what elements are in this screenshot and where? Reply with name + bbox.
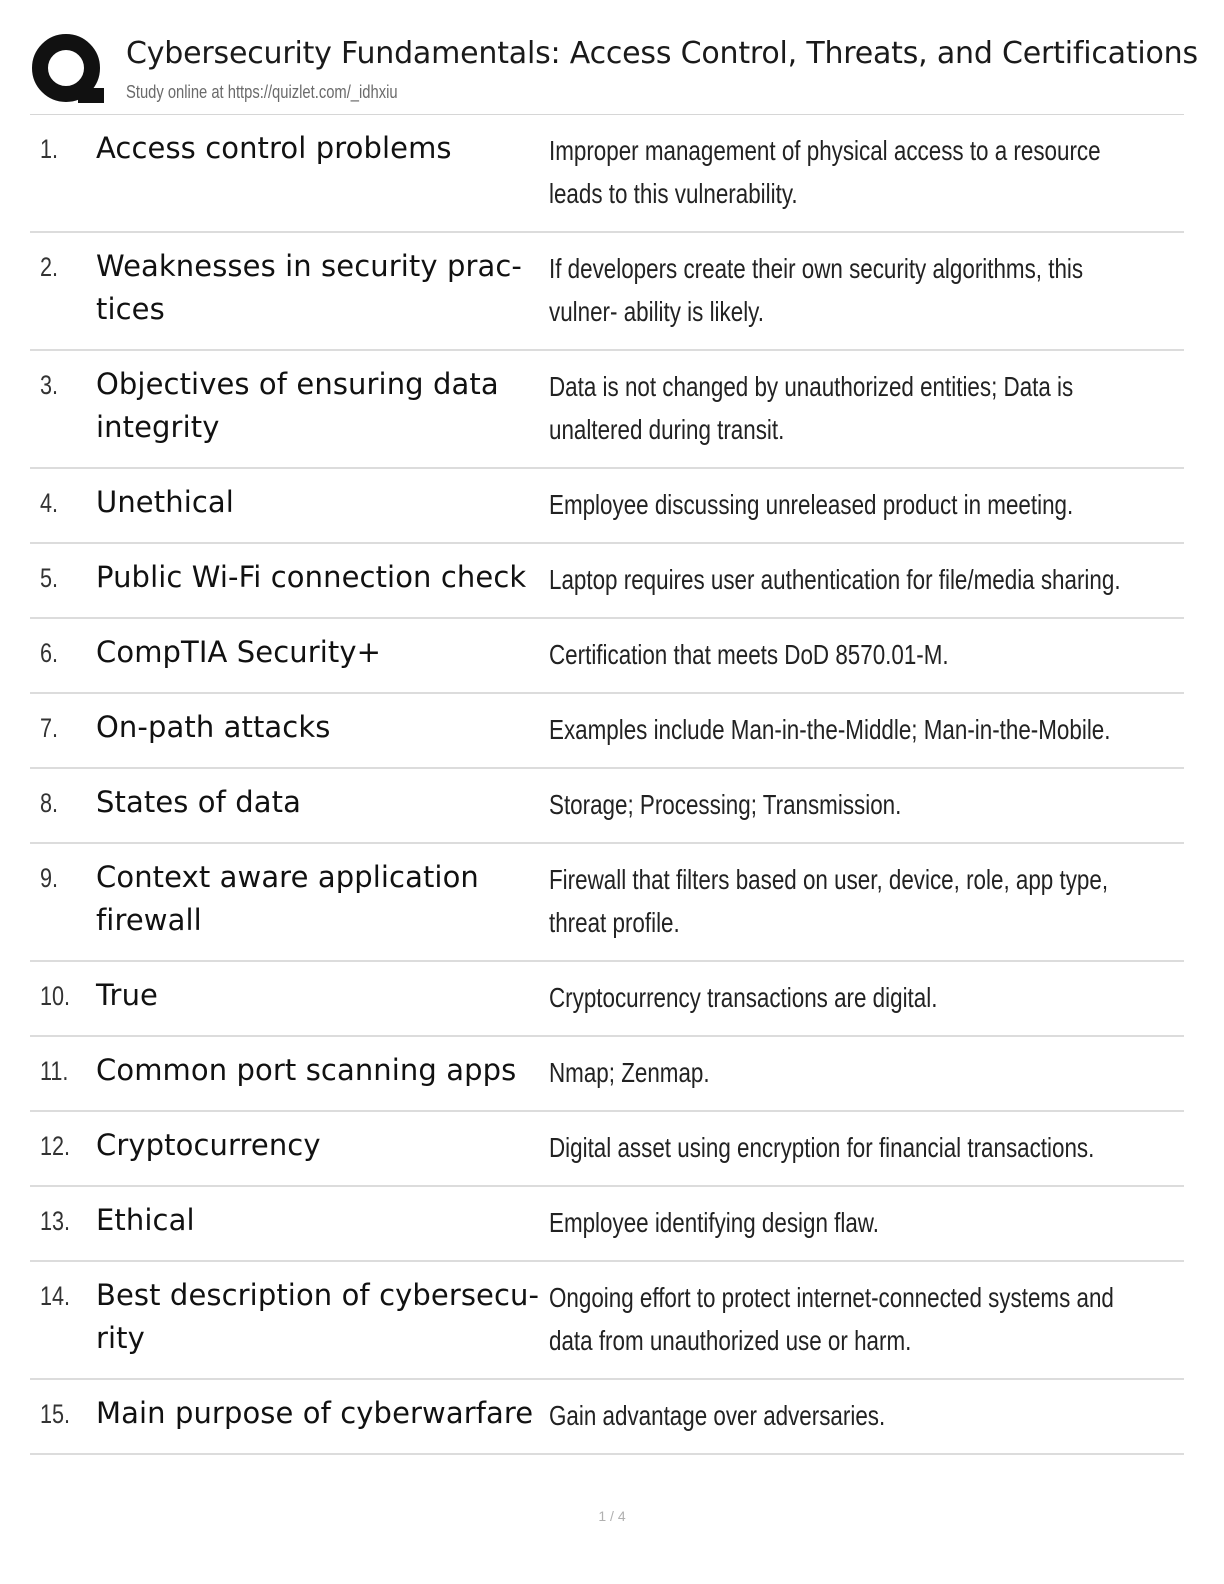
flashcard-row [30,115,1184,233]
flashcard-row [30,1187,1184,1262]
card-definition: Gain advantage over adversaries. [549,1400,886,1431]
card-definition: Improper management of physical access to a resource leads to this vulnerability. [549,135,1101,209]
card-definition: Cryptocurrency transactions are digital. [549,982,938,1013]
card-number: 2. [40,252,59,282]
card-term: Best description of cybersecu- rity [96,1278,540,1355]
card-number: 11. [40,1056,69,1086]
card-term: True [96,978,158,1012]
flashcard-row [30,1380,1184,1455]
card-number: 1. [40,134,59,164]
card-number: 15. [40,1399,71,1429]
card-term: CompTIA Security+ [96,635,382,669]
card-number: 5. [40,563,59,593]
card-number: 10. [40,981,71,1011]
card-definition: Examples include Man-in-the-Middle; Man-in-the-Mobile. [549,714,1111,745]
study-online-link[interactable]: Study online at https://quizlet.com/_idhxiu [126,82,398,102]
flashcard-row [30,844,1184,962]
card-term: Unethical [96,485,234,519]
flashcard-row [30,1112,1184,1187]
quizlet-q-logo-icon [30,32,106,108]
card-number: 12. [40,1131,71,1161]
card-number: 8. [40,788,59,818]
card-number: 6. [40,638,59,668]
flashcard-row [30,351,1184,469]
card-definition: Firewall that filters based on user, device, role, app type, threat profile. [549,864,1109,938]
card-term: Common port scanning apps [96,1053,517,1087]
card-number: 9. [40,863,59,893]
card-term: Ethical [96,1203,195,1237]
card-number: 7. [40,713,59,743]
flashcard-row [30,694,1184,769]
card-term: Main purpose of cyberwarfare [96,1396,534,1430]
flashcard-row [30,1262,1184,1380]
flashcard-row [30,1037,1184,1112]
card-term: States of data [96,785,301,819]
card-term: Context aware application firewall [96,860,479,937]
card-definition: Storage; Processing; Transmission. [549,789,902,820]
page-title: Cybersecurity Fundamentals: Access Control, Threats, and Certifications [126,36,1198,71]
card-term: Objectives of ensuring data integrity [96,367,499,444]
card-term: Public Wi-Fi connection check [96,560,527,594]
card-definition: Certification that meets DoD 8570.01-M. [549,639,949,670]
flashcard-row [30,769,1184,844]
card-number: 3. [40,370,59,400]
flashcard-row [30,962,1184,1037]
flashcard-row [30,233,1184,351]
card-definition: Employee identifying design flaw. [549,1207,879,1238]
card-definition: Employee discussing unreleased product in meeting. [549,489,1074,520]
flashcard-row [30,619,1184,694]
card-number: 13. [40,1206,71,1236]
card-number: 14. [40,1281,71,1311]
card-number: 4. [40,488,59,518]
card-definition: Ongoing effort to protect internet-connected systems and data from unauthorized use or harm. [549,1282,1114,1356]
card-term: Cryptocurrency [96,1128,321,1162]
card-term: Weaknesses in security prac- tices [96,249,522,326]
card-term: On-path attacks [96,710,331,744]
card-definition: Nmap; Zenmap. [549,1057,710,1088]
card-term: Access control problems [96,131,452,165]
card-definition: Digital asset using encryption for financial transactions. [549,1132,1095,1163]
page-number: 1 / 4 [598,1508,626,1524]
card-definition: Laptop requires user authentication for file/media sharing. [549,564,1121,595]
page-header [30,30,1198,114]
card-definition: If developers create their own security algorithms, this vulner- ability is likely. [549,253,1084,327]
flashcard-row [30,469,1184,544]
flashcard-row [30,544,1184,619]
flashcard-list [30,115,1184,1455]
card-definition: Data is not changed by unauthorized entities; Data is unaltered during transit. [549,371,1074,445]
